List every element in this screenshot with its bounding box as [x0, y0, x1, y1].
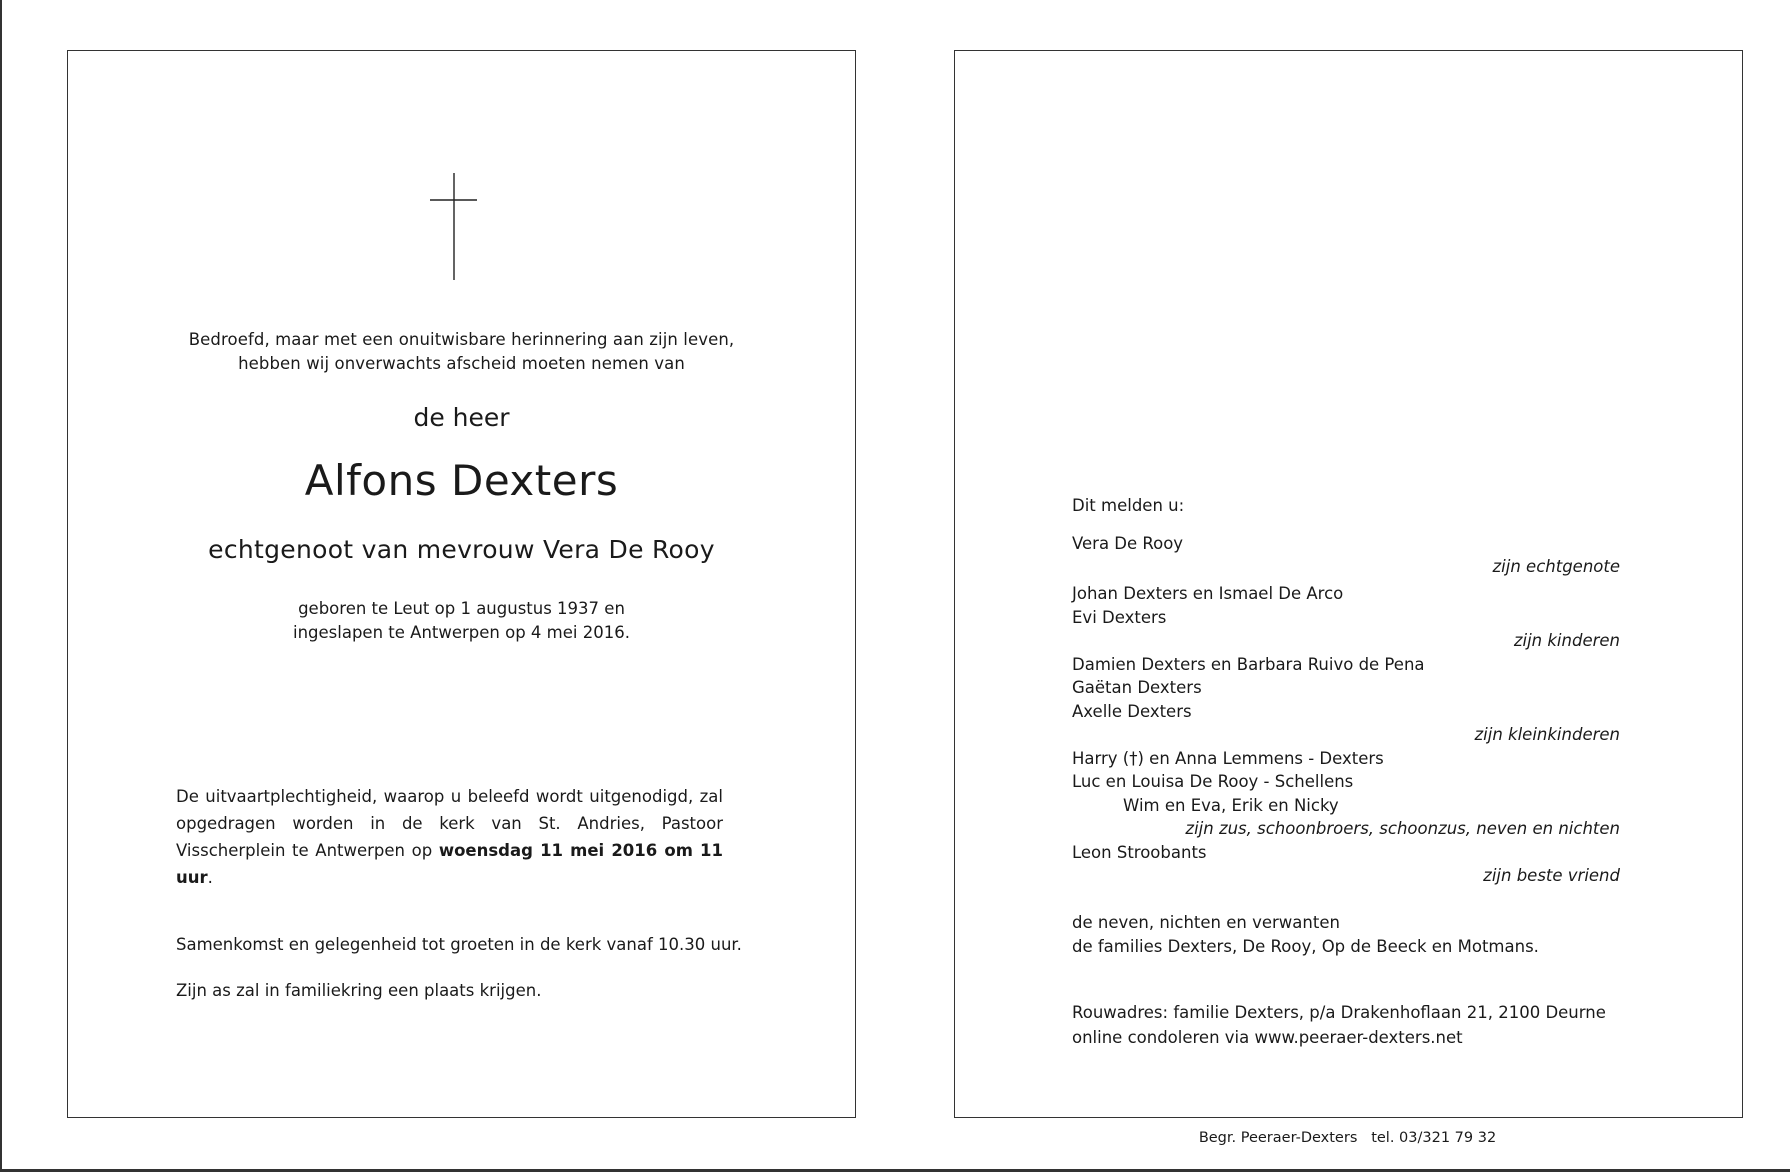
mourner-line: Damien Dexters en Barbara Ruivo de Pena: [1072, 655, 1425, 674]
mourning-address: Rouwadres: familie Dexters, p/a Drakenhoflaan 21, 2100 Deurne: [1072, 1003, 1606, 1022]
cross-icon: [68, 173, 855, 283]
mourner-line: Leon Stroobants: [1072, 843, 1207, 862]
gathering-line: Samenkomst en gelegenheid tot groeten in de kerk vanaf 10.30 uur.: [176, 935, 742, 954]
families-line: de families Dexters, De Rooy, Op de Beeck en Motmans.: [1072, 937, 1539, 956]
mourner-line: Wim en Eva, Erik en Nicky: [1123, 796, 1339, 815]
right-card-panel: [954, 50, 1743, 1118]
mourner-line: Harry (†) en Anna Lemmens - Dexters: [1072, 749, 1384, 768]
intro-line-2: hebben wij onverwachts afscheid moeten nemen van: [238, 353, 685, 373]
funeral-home-footer: Begr. Peeraer-Dexters tel. 03/321 79 32: [1198, 1130, 1497, 1146]
intro-line-1: Bedroefd, maar met een onuitwisbare herinnering aan zijn leven,: [188, 330, 735, 349]
relation-label: zijn kleinkinderen: [1474, 725, 1620, 744]
relatives-line: de neven, nichten en verwanten: [1072, 913, 1340, 932]
mourner-line: Gaëtan Dexters: [1072, 678, 1202, 697]
died-line: ingeslapen te Antwerpen op 4 mei 2016.: [293, 622, 630, 642]
relation-label: zijn beste vriend: [1483, 866, 1620, 885]
mourner-line: Axelle Dexters: [1072, 702, 1192, 721]
salutation: de heer: [413, 403, 510, 432]
ashes-line: Zijn as zal in familiekring een plaats krijgen.: [176, 981, 542, 1000]
mourner-line: Vera De Rooy: [1072, 534, 1184, 553]
relation-label: zijn zus, schoonbroers, schoonzus, neven en nichten: [1185, 819, 1620, 838]
announce-line: Dit melden u:: [1072, 496, 1185, 515]
life-dates: [68, 597, 855, 644]
ceremony-text: De uitvaartplechtigheid, waarop u beleefd wordt uitgenodigd, zal opgedragen worden in de kerk van St. Andries, Pastoor Visscherplein te Antwerpen op: [176, 787, 723, 860]
born-line: geboren te Leut op 1 augustus 1937 en: [298, 599, 625, 618]
left-card-panel: [67, 50, 856, 1118]
spouse-line: echtgenoot van mevrouw Vera De Rooy: [208, 535, 715, 564]
relation-label: zijn echtgenote: [1492, 557, 1620, 576]
mourner-line: Luc en Louisa De Rooy - Schellens: [1072, 772, 1354, 791]
relation-label: zijn kinderen: [1513, 631, 1620, 650]
ceremony-paragraph: [176, 783, 723, 891]
ceremony-datetime: woensdag 11 mei 2016 om 11 uur: [176, 841, 723, 887]
mourner-line: Evi Dexters: [1072, 608, 1167, 627]
intro-text: [68, 328, 855, 375]
mourner-line: Johan Dexters en Ismael De Arco: [1072, 584, 1344, 603]
condolence-url: online condoleren via www.peeraer-dexters.net: [1072, 1028, 1463, 1047]
ceremony-end: .: [207, 868, 213, 887]
deceased-name: Alfons Dexters: [304, 456, 619, 505]
